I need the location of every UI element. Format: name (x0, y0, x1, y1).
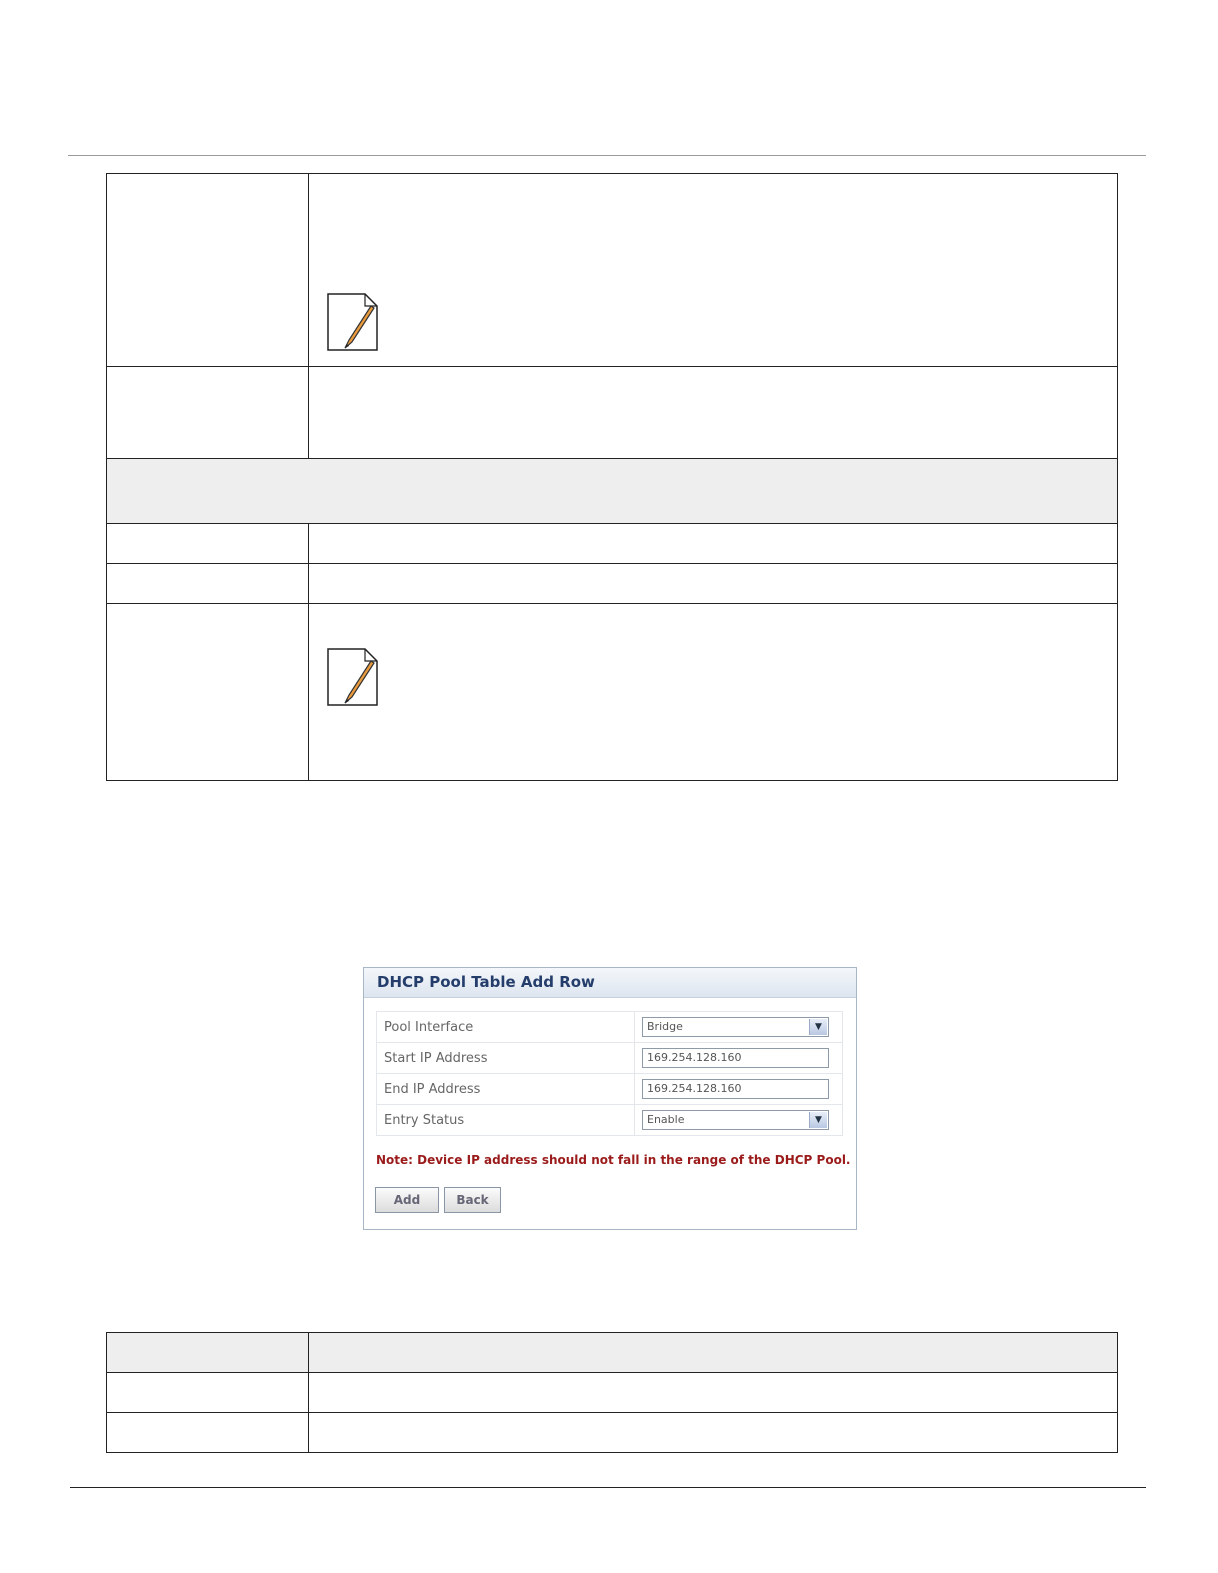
form-row-end-ip (377, 1074, 843, 1105)
start-ip-label: Start IP Address (377, 1043, 635, 1074)
form-row-start-ip (377, 1043, 843, 1074)
header-rule (68, 155, 1146, 156)
parameter-table-upper (106, 173, 1118, 781)
note-pencil-icon (325, 647, 381, 709)
table-row (107, 367, 1118, 459)
header-cell (107, 1333, 309, 1373)
dhcp-pool-add-row-dialog (363, 967, 857, 1230)
param-cell (107, 367, 309, 459)
param-cell (107, 174, 309, 367)
table-row (107, 174, 1118, 367)
entry-status-select[interactable]: Enable ▼ (642, 1110, 829, 1130)
start-ip-input[interactable]: 169.254.128.160 (642, 1048, 829, 1068)
section-header-cell (107, 459, 1118, 524)
form-row-entry-status (377, 1105, 843, 1136)
chevron-down-icon[interactable]: ▼ (809, 1019, 827, 1035)
footer-rule (70, 1487, 1146, 1488)
end-ip-input[interactable]: 169.254.128.160 (642, 1079, 829, 1099)
description-cell (309, 564, 1118, 604)
param-cell (107, 604, 309, 781)
table-section-header (107, 459, 1118, 524)
table-row (107, 1373, 1118, 1413)
param-cell (107, 1413, 309, 1453)
form-row-pool-interface (377, 1012, 843, 1043)
chevron-down-icon[interactable]: ▼ (809, 1112, 827, 1128)
dhcp-range-note: Note: Device IP address should not fall in the range of the DHCP Pool. (376, 1153, 851, 1167)
add-button[interactable]: Add (375, 1187, 439, 1213)
entry-status-label: Entry Status (377, 1105, 635, 1136)
table-row (107, 1413, 1118, 1453)
pool-interface-select[interactable]: Bridge ▼ (642, 1017, 829, 1037)
header-cell (309, 1333, 1118, 1373)
description-cell (309, 1373, 1118, 1413)
description-cell (309, 367, 1118, 459)
table-row (107, 604, 1118, 781)
table-row (107, 564, 1118, 604)
description-cell (309, 604, 1118, 781)
description-cell (309, 524, 1118, 564)
note-pencil-icon (325, 292, 381, 354)
param-cell (107, 564, 309, 604)
param-cell (107, 1373, 309, 1413)
dialog-title: DHCP Pool Table Add Row (364, 968, 856, 998)
table-row (107, 524, 1118, 564)
description-cell (309, 174, 1118, 367)
table-header-row (107, 1333, 1118, 1373)
end-ip-label: End IP Address (377, 1074, 635, 1105)
back-button[interactable]: Back (444, 1187, 501, 1213)
param-cell (107, 524, 309, 564)
pool-interface-label: Pool Interface (377, 1012, 635, 1043)
description-cell (309, 1413, 1118, 1453)
parameter-table-lower (106, 1332, 1118, 1453)
dhcp-pool-form (376, 1011, 843, 1136)
